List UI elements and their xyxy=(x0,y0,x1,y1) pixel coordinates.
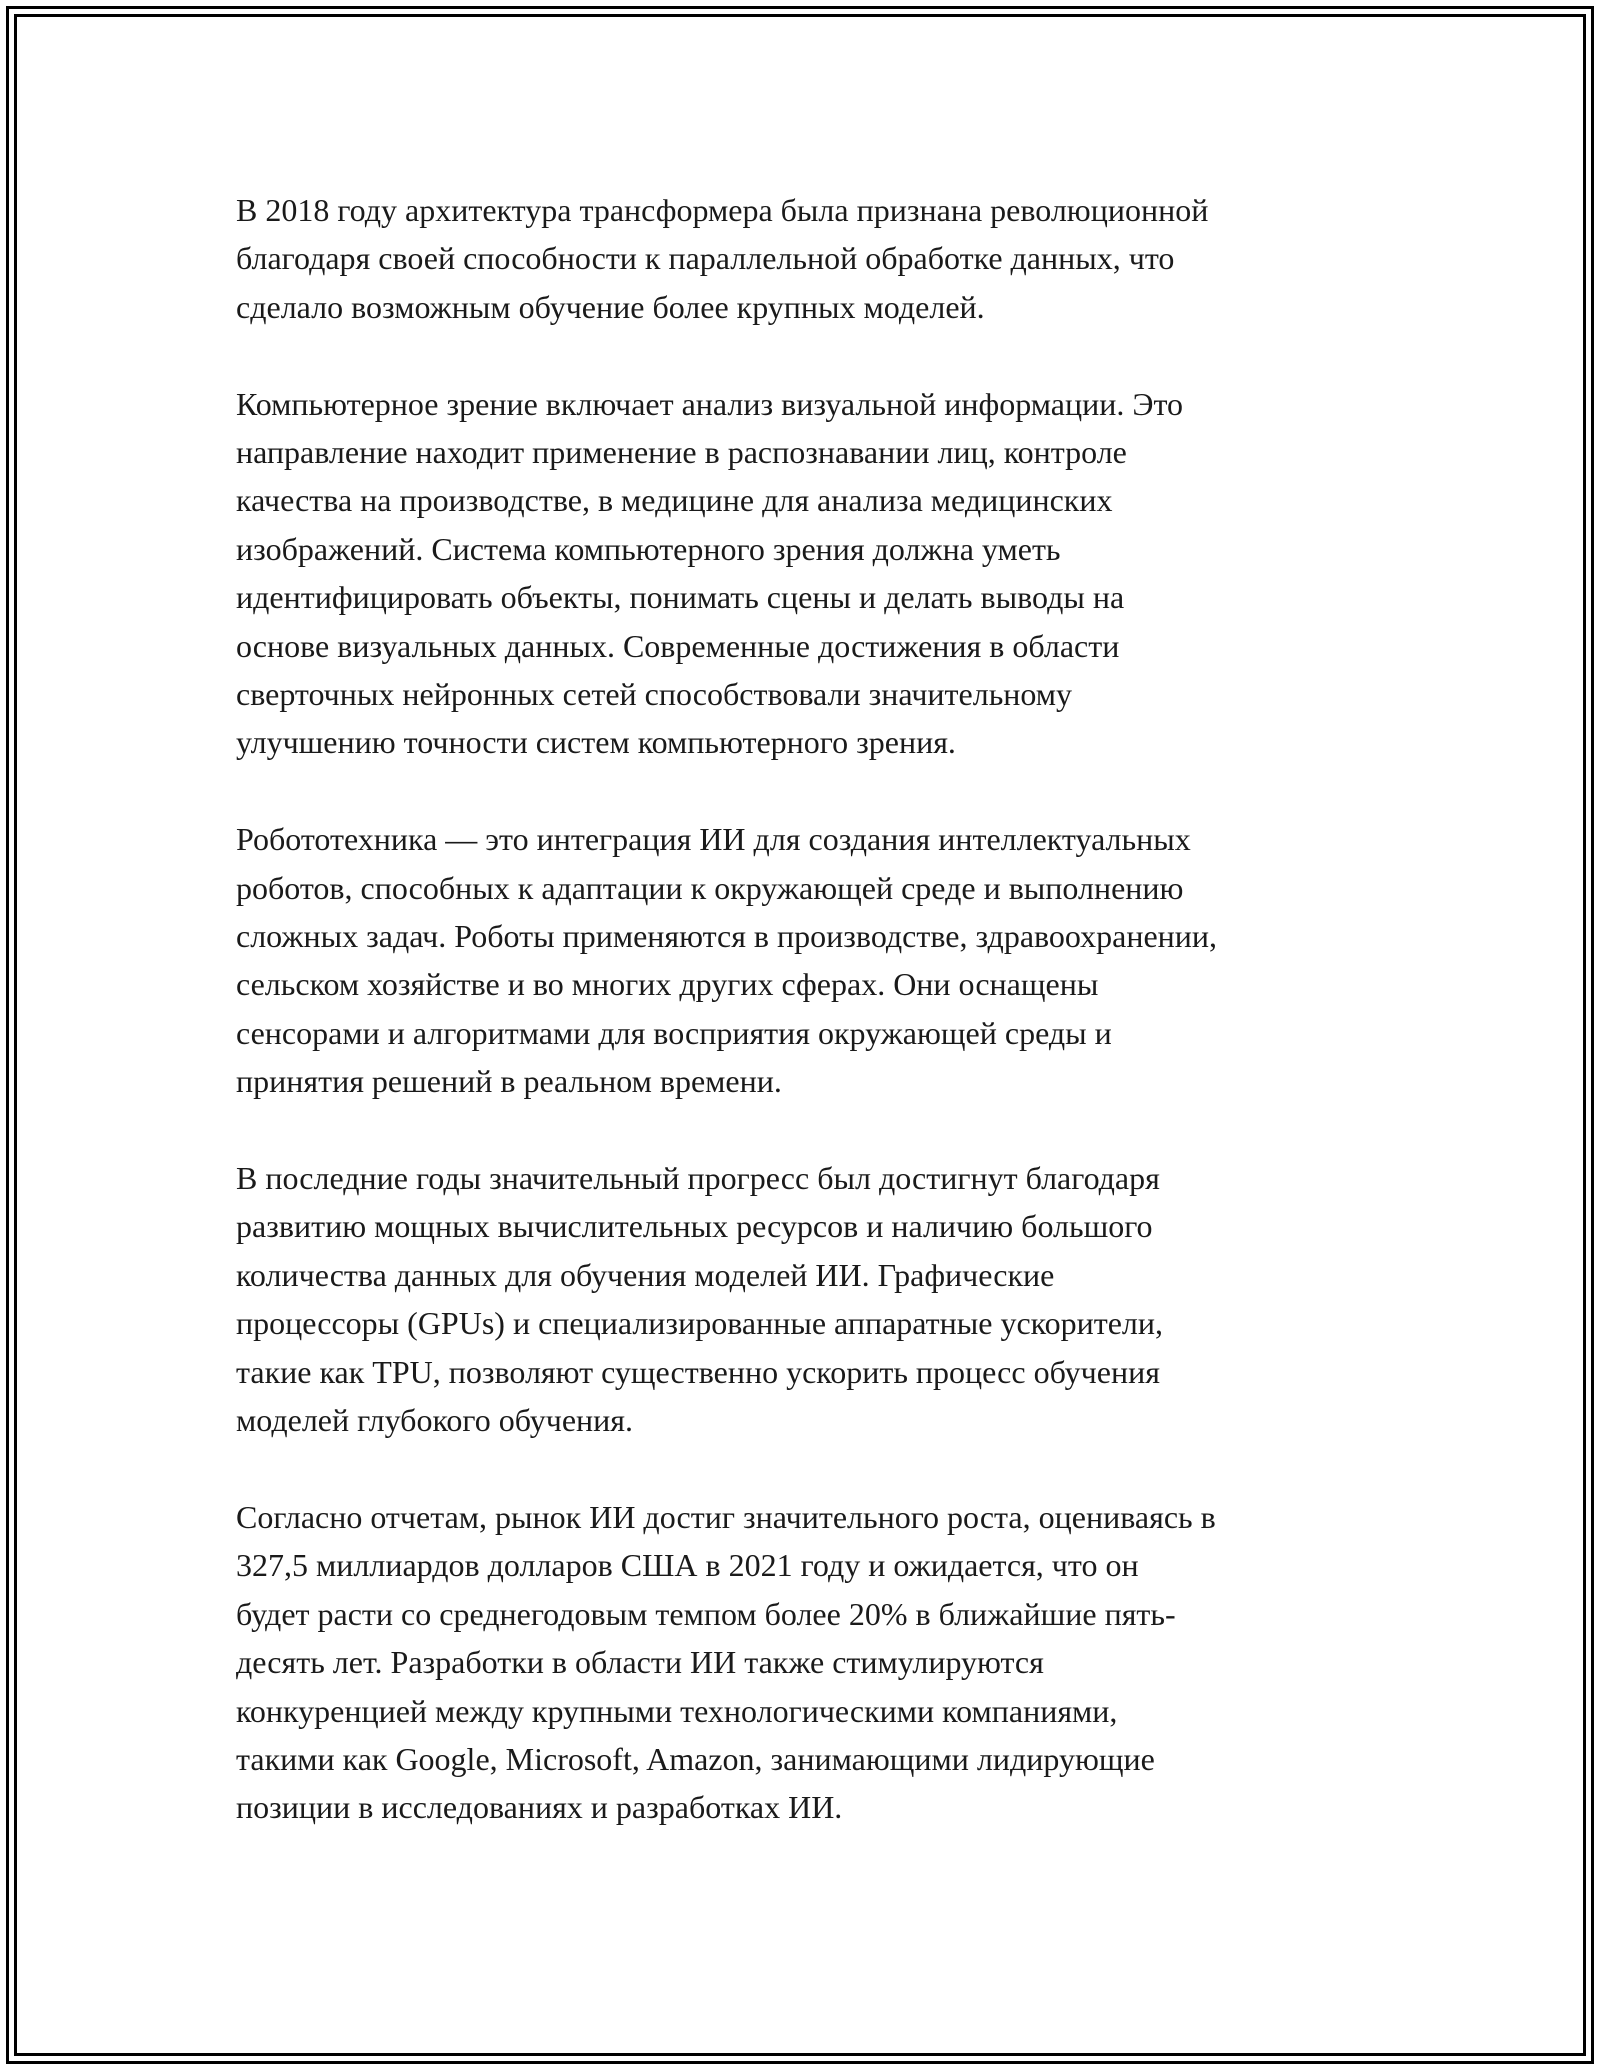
paragraph-compute-progress xyxy=(236,1154,1416,1444)
text-line: направление находит применение в распознавании лиц, контроле xyxy=(236,434,1127,471)
text-line: сельском хозяйстве и во многих других сферах. Они оснащены xyxy=(236,966,1099,1003)
text-line: десять лет. Разработки в области ИИ также стимулируются xyxy=(236,1644,1044,1681)
text-line: основе визуальных данных. Современные достижения в области xyxy=(236,627,1120,664)
text-line: количества данных для обучения моделей ИИ. Графические xyxy=(236,1256,1055,1293)
text-line: качества на производстве, в медицине для анализа медицинских xyxy=(236,482,1113,519)
text-line: Согласно отчетам, рынок ИИ достиг значительного роста, оцениваясь в xyxy=(236,1498,1216,1535)
text-line: такими как Google, Microsoft, Amazon, занимающими лидирующие xyxy=(236,1740,1155,1777)
text-line: идентифицировать объекты, понимать сцены и делать выводы на xyxy=(236,579,1125,616)
text-line: Компьютерное зрение включает анализ визуальной информации. Это xyxy=(236,385,1184,422)
text-line: благодаря своей способности к параллельной обработке данных, что xyxy=(236,240,1175,277)
text-line: сложных задач. Роботы применяются в производстве, здравоохранении, xyxy=(236,918,1218,955)
paragraph-transformer xyxy=(236,186,1416,331)
text-line: процессоры (GPUs) и специализированные аппаратные ускорители, xyxy=(236,1305,1163,1342)
text-line: В последние годы значительный прогресс был достигнут благодаря xyxy=(236,1160,1160,1197)
text-line: сверточных нейронных сетей способствовали значительному xyxy=(236,676,1073,713)
document-body xyxy=(236,186,1416,1880)
text-line: В 2018 году архитектура трансформера была признана революционной xyxy=(236,192,1209,228)
text-line: такие как TPU, позволяют существенно ускорить процесс обучения xyxy=(236,1353,1160,1390)
text-line: конкуренцией между крупными технологическими компаниями, xyxy=(236,1692,1118,1729)
text-line: позиции в исследованиях и разработках ИИ. xyxy=(236,1789,843,1826)
paragraph-robotics xyxy=(236,815,1416,1105)
text-line: сделало возможным обучение более крупных моделей. xyxy=(236,288,985,325)
text-line: улучшению точности систем компьютерного зрения. xyxy=(236,724,956,761)
text-line: сенсорами и алгоритмами для восприятия окружающей среды и xyxy=(236,1014,1112,1051)
text-line: моделей глубокого обучения. xyxy=(236,1402,634,1439)
paragraph-computer-vision xyxy=(236,380,1416,767)
text-line: принятия решений в реальном времени. xyxy=(236,1063,782,1100)
text-line: изображений. Система компьютерного зрения должна уметь xyxy=(236,530,1061,567)
text-line: роботов, способных к адаптации к окружающей среде и выполнению xyxy=(236,869,1184,906)
text-line: будет расти со среднегодовым темпом более 20% в ближайшие пять- xyxy=(236,1595,1176,1632)
text-line: 327,5 миллиардов долларов США в 2021 году и ожидается, что он xyxy=(236,1547,1139,1584)
text-line: Робототехника — это интеграция ИИ для создания интеллектуальных xyxy=(236,821,1191,858)
paragraph-market xyxy=(236,1493,1416,1832)
text-line: развитию мощных вычислительных ресурсов и наличию большого xyxy=(236,1208,1153,1245)
